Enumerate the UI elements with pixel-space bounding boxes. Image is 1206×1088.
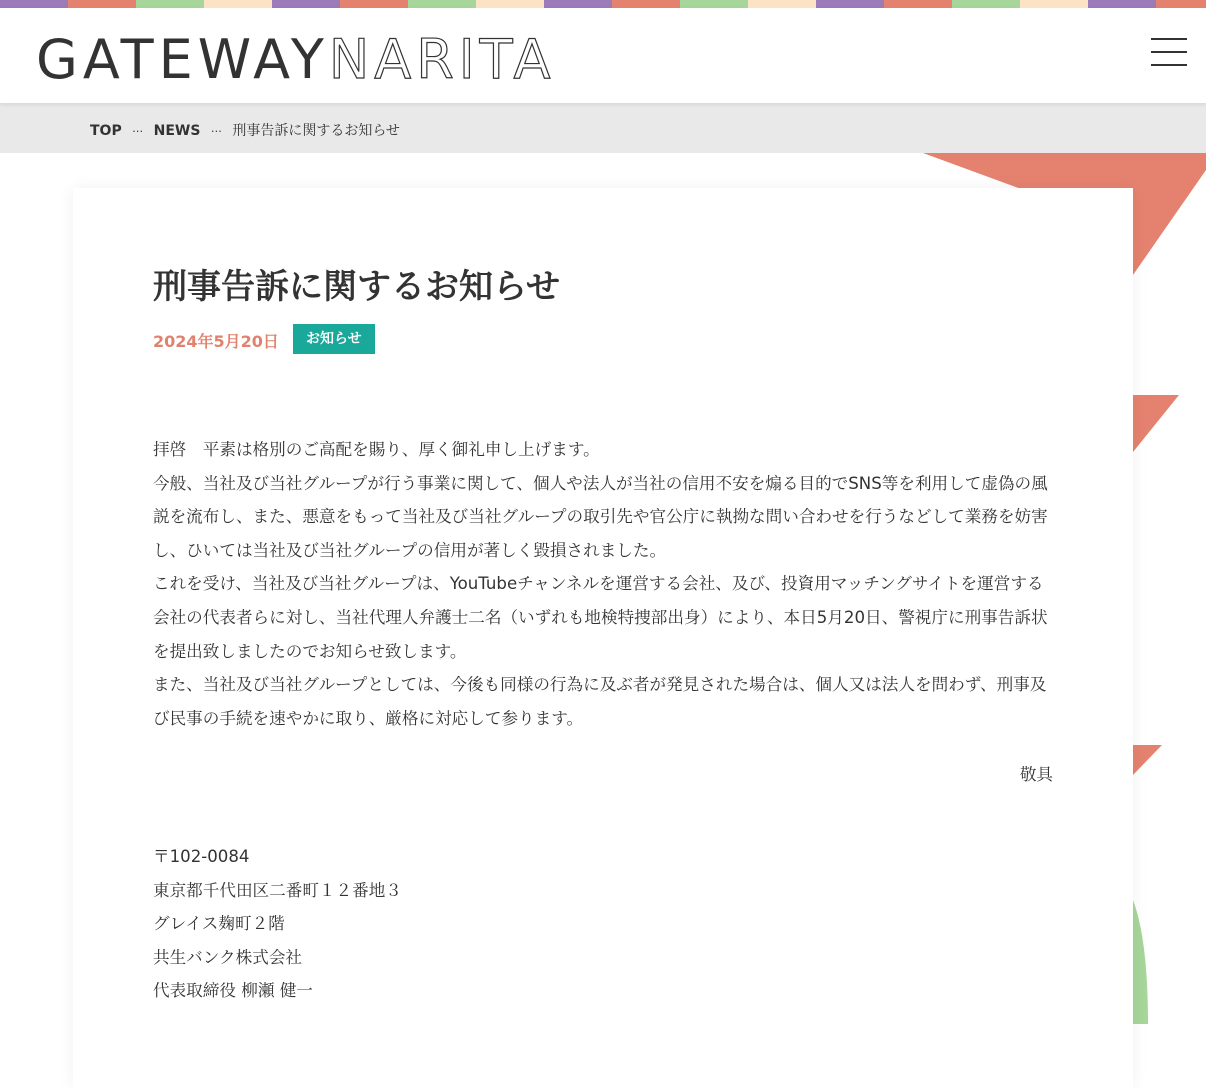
deco-coral-triangle-small <box>1133 745 1162 775</box>
body-paragraph: 拝啓 平素は格別のご高配を賜り、厚く御礼申し上げます。 <box>153 440 600 459</box>
address-line: 東京都千代田区二番町１２番地３ <box>153 880 402 900</box>
address-line: 共生バンク株式会社 <box>153 947 303 967</box>
body-paragraph: 今般、当社及び当社グループが行う事業に関して、個人や法人が当社の信用不安を煽る目的でSNS等を利用して虚偽の風説を流布し、また、悪意をもって当社及び当社グループの取引先や官公庁に執拗な問い合わせを行うなどして業務を妨害し、ひいては当社及び当社グループの信用が著しく毀損されました。 <box>153 473 1048 560</box>
address-line: グレイス麹町２階 <box>153 914 285 934</box>
menu-line <box>1151 64 1187 66</box>
category-tag[interactable]: お知らせ <box>293 324 375 354</box>
logo-text-gateway: GATEWAY <box>36 28 329 91</box>
site-header <box>0 8 1206 103</box>
article-card <box>73 188 1133 1088</box>
hamburger-menu-icon[interactable] <box>1151 36 1187 68</box>
breadcrumb-news-link[interactable]: NEWS <box>153 123 201 139</box>
article-title: 刑事告訴に関するお知らせ <box>153 267 560 307</box>
menu-line <box>1151 51 1187 53</box>
body-paragraph: また、当社及び当社グループとしては、今後も同様の行為に及ぶ者が発見された場合は、個人又は法人を問わず、刑事及び民事の手続を速やかに取り、厳格に対応して参ります。 <box>153 675 1047 728</box>
deco-coral-triangle-mid <box>1133 395 1179 452</box>
breadcrumb-separator: … <box>210 122 222 135</box>
breadcrumb-separator: … <box>132 122 144 135</box>
logo-text-narita: NARITA <box>328 28 556 91</box>
body-paragraph: これを受け、当社及び当社グループは、YouTubeチャンネルを運営する会社、及び、投資用マッチングサイトを運営する会社の代表者らに対し、当社代理人弁護士二名（いずれも地検特捜部出身）により、本日5月20日、警視庁に刑事告訴状を提出致しましたのでお知らせ致します。 <box>153 574 1048 661</box>
closing-text: 敬具 <box>1019 765 1053 784</box>
site-logo[interactable] <box>36 30 555 90</box>
address-line: 代表取締役 柳瀬 健一 <box>153 981 313 1001</box>
article-date: 2024年5月20日 <box>153 332 279 351</box>
address-line: 〒102-0084 <box>153 847 250 866</box>
breadcrumb-bar <box>0 103 1206 153</box>
menu-line <box>1151 38 1187 40</box>
breadcrumb <box>90 120 400 140</box>
company-address <box>153 840 402 1008</box>
article-body <box>153 433 1058 735</box>
breadcrumb-top-link[interactable]: TOP <box>90 123 122 139</box>
deco-green-shape <box>1133 900 1148 1024</box>
breadcrumb-current: 刑事告訴に関するお知らせ <box>232 123 400 139</box>
